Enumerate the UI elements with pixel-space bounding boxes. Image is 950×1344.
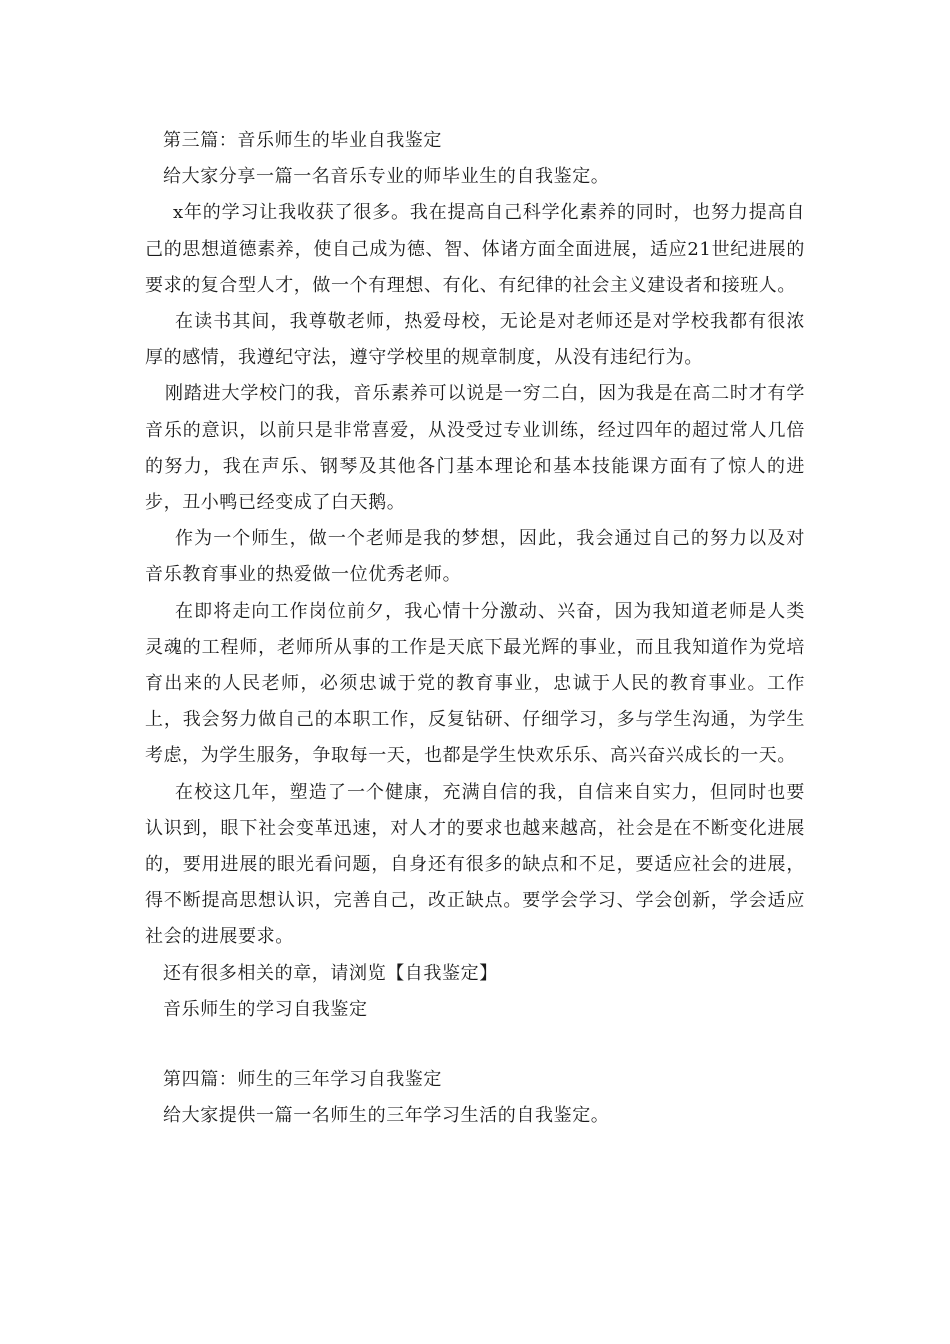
section3-paragraph: 在校这几年，塑造了一个健康，充满自信的我，自信来自实力，但同时也要认识到，眼下社会变革迅速，对人才的要求也越来越高，社会是在不断变化进展的，要用进展的眼光看问题，自身还有很多的缺点和不足，要适应社会的进展，得不断提高思想认识，完善自己，改正缺点。要学会学习、学会创新，学会适应社会的进展要求。 <box>145 781 805 948</box>
section3-intro: 给大家分享一篇一名音乐专业的师毕业生的自我鉴定。 <box>163 166 610 188</box>
section3-paragraph: 在读书其间，我尊敬老师，热爱母校，无论是对老师还是对学校我都有很浓厚的感情，我遵纪守法，遵守学校里的规章制度，从没有违纪行为。 <box>145 311 805 369</box>
section3-paragraph: 作为一个师生，做一个老师是我的梦想，因此，我会通过自己的努力以及对音乐教育事业的热爱做一位优秀老师。 <box>145 528 805 586</box>
section-spacer <box>145 1028 805 1062</box>
section4-intro: 给大家提供一篇一名师生的三年学习生活的自我鉴定。 <box>163 1105 610 1127</box>
section3-title: 第三篇：音乐师生的毕业自我鉴定 <box>163 130 442 151</box>
more-articles-link[interactable]: 还有很多相关的章，请浏览【自我鉴定】 <box>163 962 498 984</box>
document-body <box>145 123 805 1134</box>
section3-paragraph: x年的学习让我收获了很多。我在提高自己科学化素养的同时，也努力提高自己的思想道德素养，使自己成为德、智、体诸方面全面进展，适应21世纪进展的要求的复合型人才，做一个有理想、有化、有纪律的社会主义建设者和接班人。 <box>145 202 805 296</box>
section4-title: 第四篇：师生的三年学习自我鉴定 <box>163 1069 442 1091</box>
related-article-title: 音乐师生的学习自我鉴定 <box>163 998 368 1020</box>
section3-paragraph: 刚踏进大学校门的我，音乐素养可以说是一穷二白，因为我是在高二时才有学音乐的意识，以前只是非常喜爱，从没受过专业训练，经过四年的超过常人几倍的努力，我在声乐、钢琴及其他各门基本理论和基本技能课方面有了惊人的进步，丑小鸭已经变成了白天鹅。 <box>145 383 805 514</box>
section3-paragraph: 在即将走向工作岗位前夕，我心情十分激动、兴奋，因为我知道老师是人类灵魂的工程师，老师所从事的工作是天底下最光辉的事业，而且我知道作为党培育出来的人民老师，必须忠诚于党的教育事业，忠诚于人民的教育事业。工作上，我会努力做自己的本职工作，反复钻研、仔细学习，多与学生沟通，为学生考虑，为学生服务，争取每一天，也都是学生快欢乐乐、高兴奋兴成长的一天。 <box>145 600 805 767</box>
